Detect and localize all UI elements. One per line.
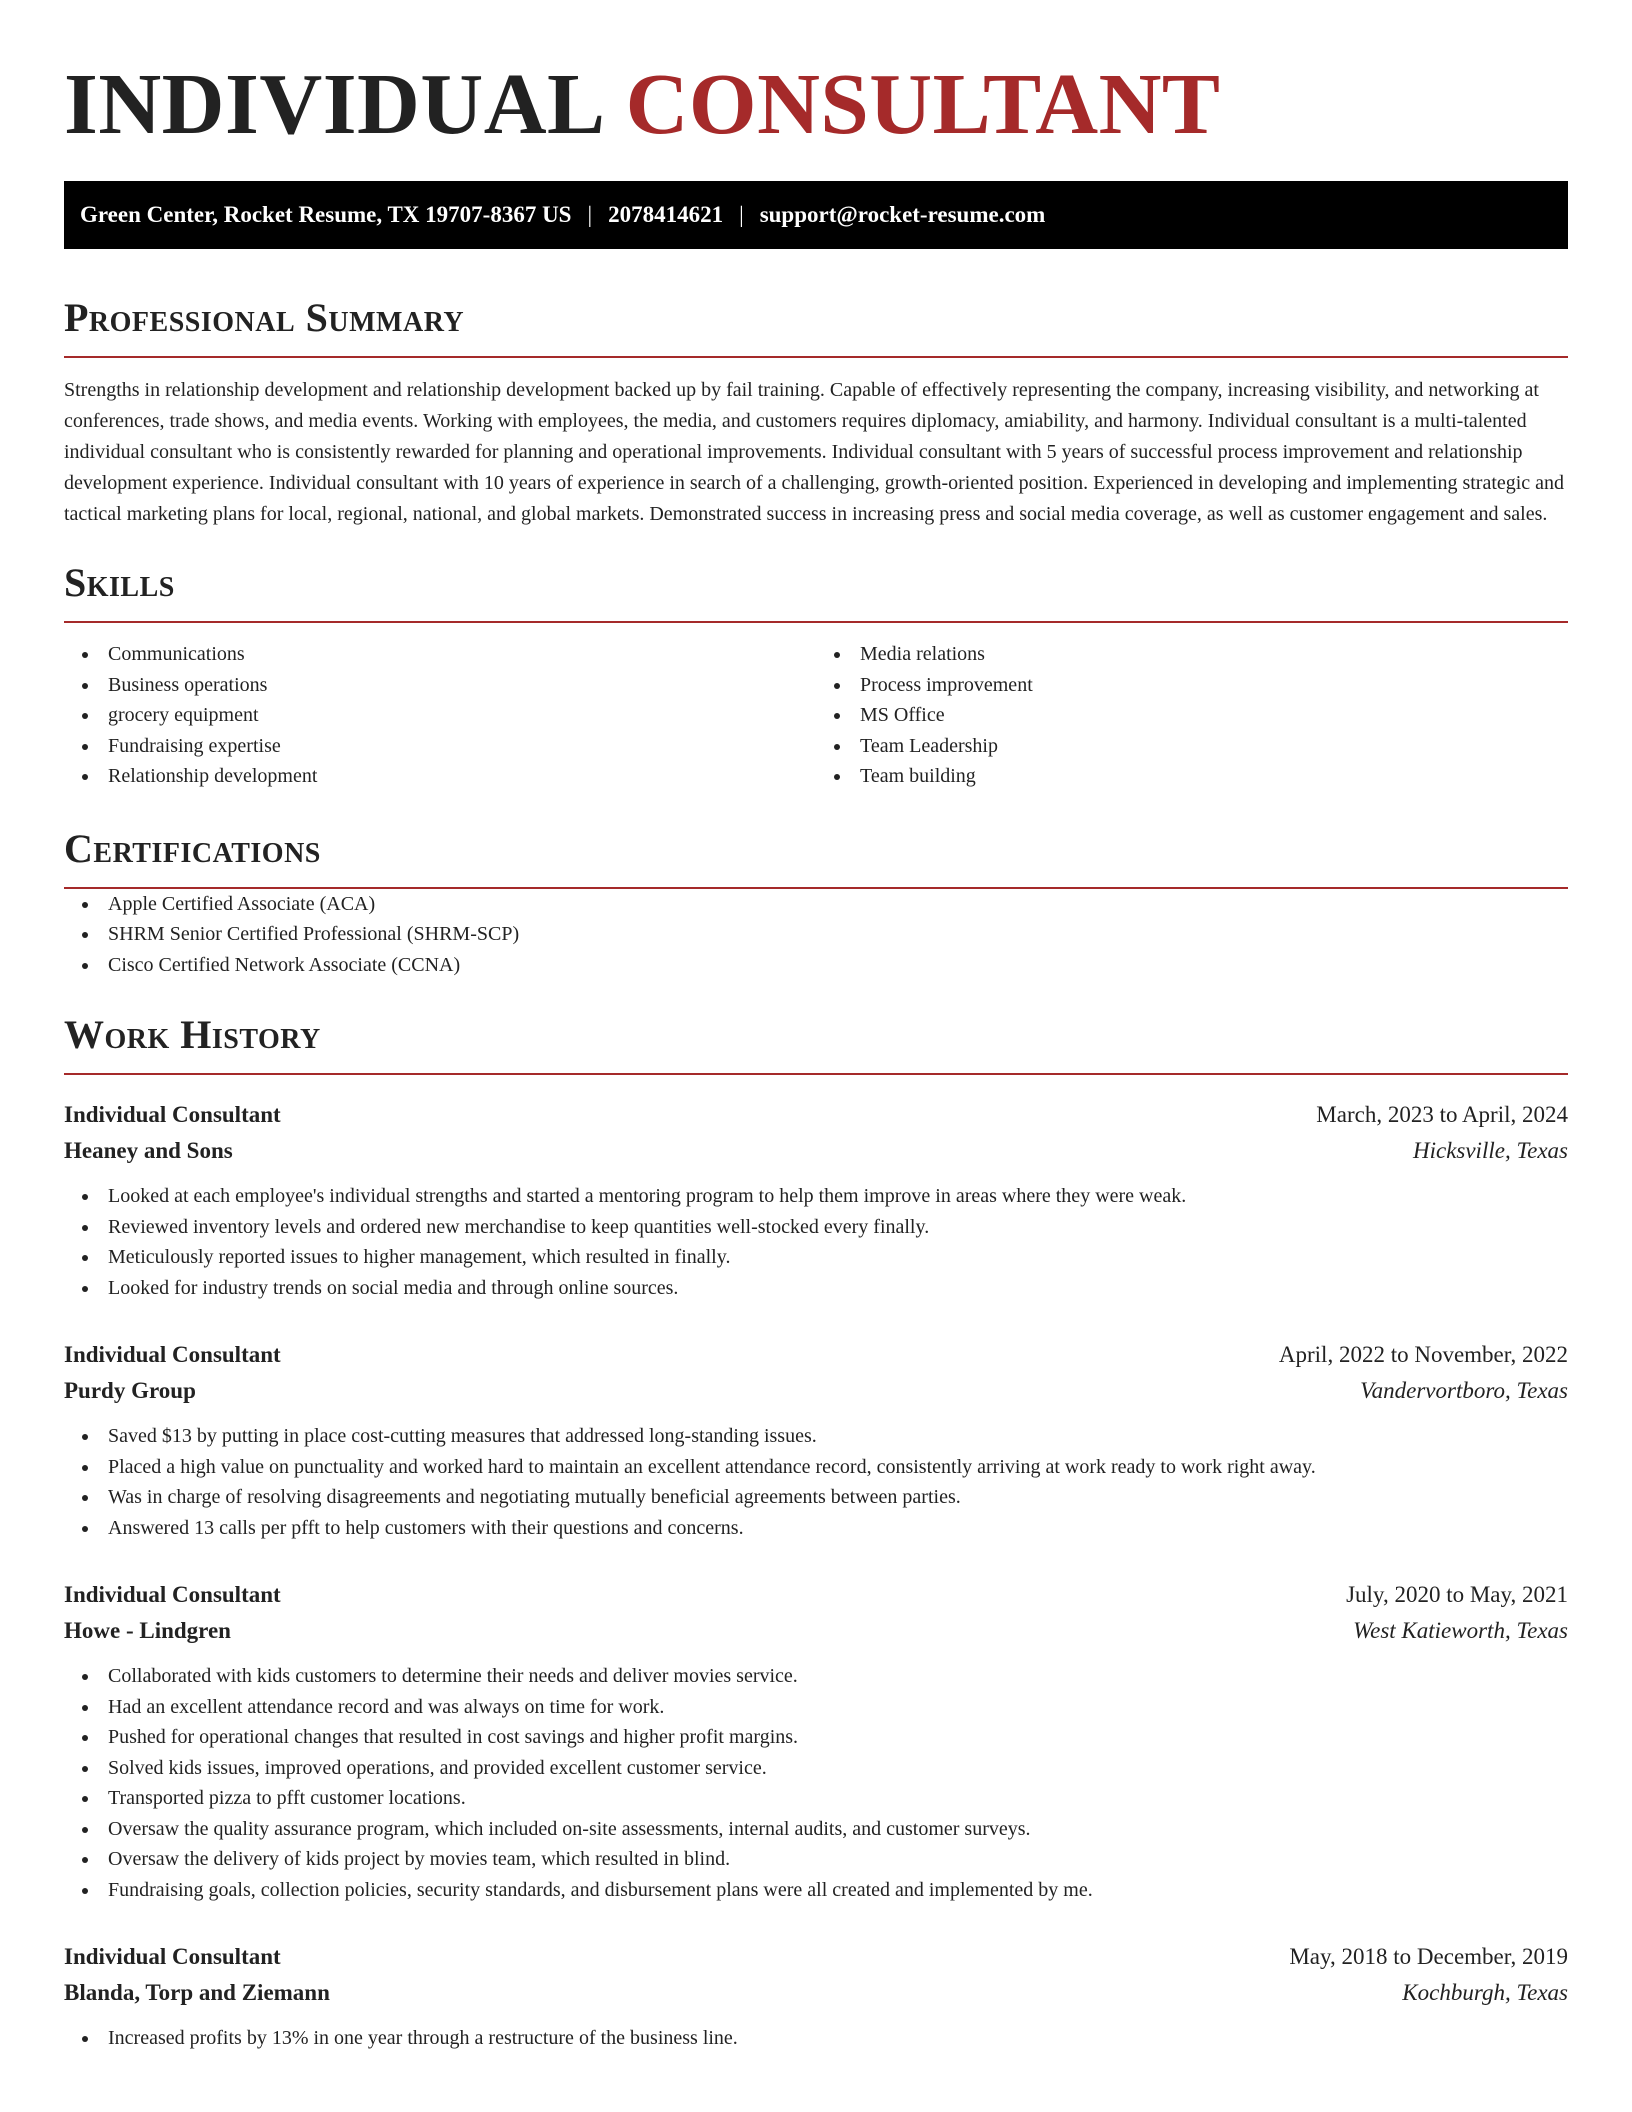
skill-item: Communications <box>64 639 816 670</box>
skill-item: Fundraising expertise <box>64 731 816 762</box>
job-bullet: Solved kids issues, improved operations, and provided excellent customer service. <box>64 1753 1568 1784</box>
job-company: Heaney and Sons <box>64 1138 233 1163</box>
summary-title: Professional Summary <box>64 295 465 340</box>
job-company: Purdy Group <box>64 1378 196 1403</box>
skill-item: Media relations <box>816 639 1568 670</box>
summary-section <box>64 293 1568 530</box>
job-bullet: Collaborated with kids customers to determine their needs and deliver movies service. <box>64 1661 1568 1692</box>
certification-item: Apple Certified Associate (ACA) <box>64 889 1568 920</box>
job-bullet: Was in charge of resolving disagreements and negotiating mutually beneficial agreements between parties. <box>64 1482 1568 1513</box>
skills-left-list <box>64 639 816 792</box>
certification-item: SHRM Senior Certified Professional (SHRM-SCP) <box>64 919 1568 950</box>
certification-item: Cisco Certified Network Associate (CCNA) <box>64 950 1568 981</box>
section-divider <box>64 1073 1568 1075</box>
skill-item: Process improvement <box>816 670 1568 701</box>
job-company-row <box>64 1373 1568 1409</box>
job-dates: April, 2022 to November, 2022 <box>1278 1342 1568 1367</box>
job-header-row <box>64 1097 1568 1133</box>
job-bullets <box>64 1661 1568 1905</box>
job-entry <box>64 1097 1568 1303</box>
job-location: West Katieworth, Texas <box>1353 1618 1568 1643</box>
contact-separator: | <box>739 202 744 227</box>
contact-phone: 2078414621 <box>608 202 724 227</box>
job-location: Vandervortboro, Texas <box>1360 1378 1568 1403</box>
job-title: Individual Consultant <box>64 1582 281 1607</box>
certifications-section <box>64 824 1568 981</box>
job-title: Individual Consultant <box>64 1944 281 1969</box>
job-bullet: Looked at each employee's individual strengths and started a mentoring program to help them improve in areas where they were weak. <box>64 1181 1568 1212</box>
section-divider <box>64 621 1568 623</box>
job-company: Blanda, Torp and Ziemann <box>64 1980 330 2005</box>
job-bullet: Looked for industry trends on social media and through online sources. <box>64 1273 1568 1304</box>
skills-columns <box>64 639 1568 792</box>
job-entry <box>64 1939 1568 2054</box>
job-dates: March, 2023 to April, 2024 <box>1316 1102 1568 1127</box>
job-bullet: Saved $13 by putting in place cost-cutting measures that addressed long-standing issues. <box>64 1421 1568 1452</box>
job-bullet: Meticulously reported issues to higher management, which resulted in finally. <box>64 1242 1568 1273</box>
certifications-title: Certifications <box>64 825 321 871</box>
job-bullet: Had an excellent attendance record and was always on time for work. <box>64 1692 1568 1723</box>
job-header-row <box>64 1577 1568 1613</box>
job-bullets <box>64 2023 1568 2054</box>
job-location: Hicksville, Texas <box>1412 1138 1568 1163</box>
job-bullet: Reviewed inventory levels and ordered new merchandise to keep quantities well-stocked every finally. <box>64 1212 1568 1243</box>
job-bullet: Oversaw the delivery of kids project by movies team, which resulted in blind. <box>64 1844 1568 1875</box>
skill-item: Business operations <box>64 670 816 701</box>
job-bullet: Increased profits by 13% in one year through a restructure of the business line. <box>64 2023 1568 2054</box>
last-name: CONSULTANT <box>625 55 1221 152</box>
job-company-row <box>64 1975 1568 2011</box>
first-name: INDIVIDUAL <box>64 55 606 152</box>
job-bullet: Transported pizza to pfft customer locations. <box>64 1783 1568 1814</box>
work-history-title: Work History <box>64 1012 321 1057</box>
skills-section <box>64 558 1568 792</box>
summary-text: Strengths in relationship development and relationship development backed up by fail training. Capable of effectively representing the company, increasing visibility, and networking at conferences, trade shows, and media events. Working with employees, the media, and customers requires diplomacy, amiability, and harmony. Individual consultant is a multi-talented individual consultant who is consistently rewarded for planning and operational improvements. Individual consultant with 5 years of successful process improvement and relationship development experience. Individual consultant with 10 years of experience in search of a challenging, growth-oriented position. Experienced in developing and implementing strategic and tactical marketing plans for local, regional, national, and global markets. Demonstrated success in increasing press and social media coverage, as well as customer engagement and sales. <box>64 379 1565 525</box>
job-entry <box>64 1337 1568 1543</box>
contact-separator: | <box>587 202 593 227</box>
job-dates: May, 2018 to December, 2019 <box>1289 1944 1568 1969</box>
contact-address: Green Center, Rocket Resume, TX 19707-8367 US <box>80 202 572 227</box>
skill-item: Team Leadership <box>816 731 1568 762</box>
job-bullet: Answered 13 calls per pfft to help customers with their questions and concerns. <box>64 1513 1568 1544</box>
job-company: Howe - Lindgren <box>64 1618 231 1643</box>
job-title: Individual Consultant <box>64 1342 281 1367</box>
contact-bar <box>64 181 1568 249</box>
job-company-row <box>64 1133 1568 1169</box>
skills-right-list <box>816 639 1568 792</box>
work-history-section <box>64 1010 1568 2054</box>
job-bullet: Oversaw the quality assurance program, which included on-site assessments, internal audits, and customer surveys. <box>64 1814 1568 1845</box>
job-bullet: Fundraising goals, collection policies, security standards, and disbursement plans were all created and implemented by me. <box>64 1875 1568 1906</box>
job-entry <box>64 1577 1568 1905</box>
skill-item: Relationship development <box>64 761 816 792</box>
job-bullets <box>64 1421 1568 1543</box>
job-header-row <box>64 1337 1568 1373</box>
skill-item: MS Office <box>816 700 1568 731</box>
job-company-row <box>64 1613 1568 1649</box>
certifications-list <box>64 889 1568 981</box>
section-divider <box>64 356 1568 358</box>
job-bullets <box>64 1181 1568 1303</box>
skill-item: grocery equipment <box>64 700 816 731</box>
resume-name-heading <box>64 55 1568 152</box>
job-header-row <box>64 1939 1568 1975</box>
job-dates: July, 2020 to May, 2021 <box>1346 1582 1568 1607</box>
job-title: Individual Consultant <box>64 1102 281 1127</box>
skill-item: Team building <box>816 761 1568 792</box>
job-location: Kochburgh, Texas <box>1402 1980 1568 2005</box>
job-bullet: Pushed for operational changes that resulted in cost savings and higher profit margins. <box>64 1722 1568 1753</box>
skills-title: Skills <box>64 560 175 605</box>
contact-email: support@rocket-resume.com <box>759 202 1046 227</box>
job-bullet: Placed a high value on punctuality and worked hard to maintain an excellent attendance record, consistently arriving at work ready to work right away. <box>64 1452 1568 1483</box>
